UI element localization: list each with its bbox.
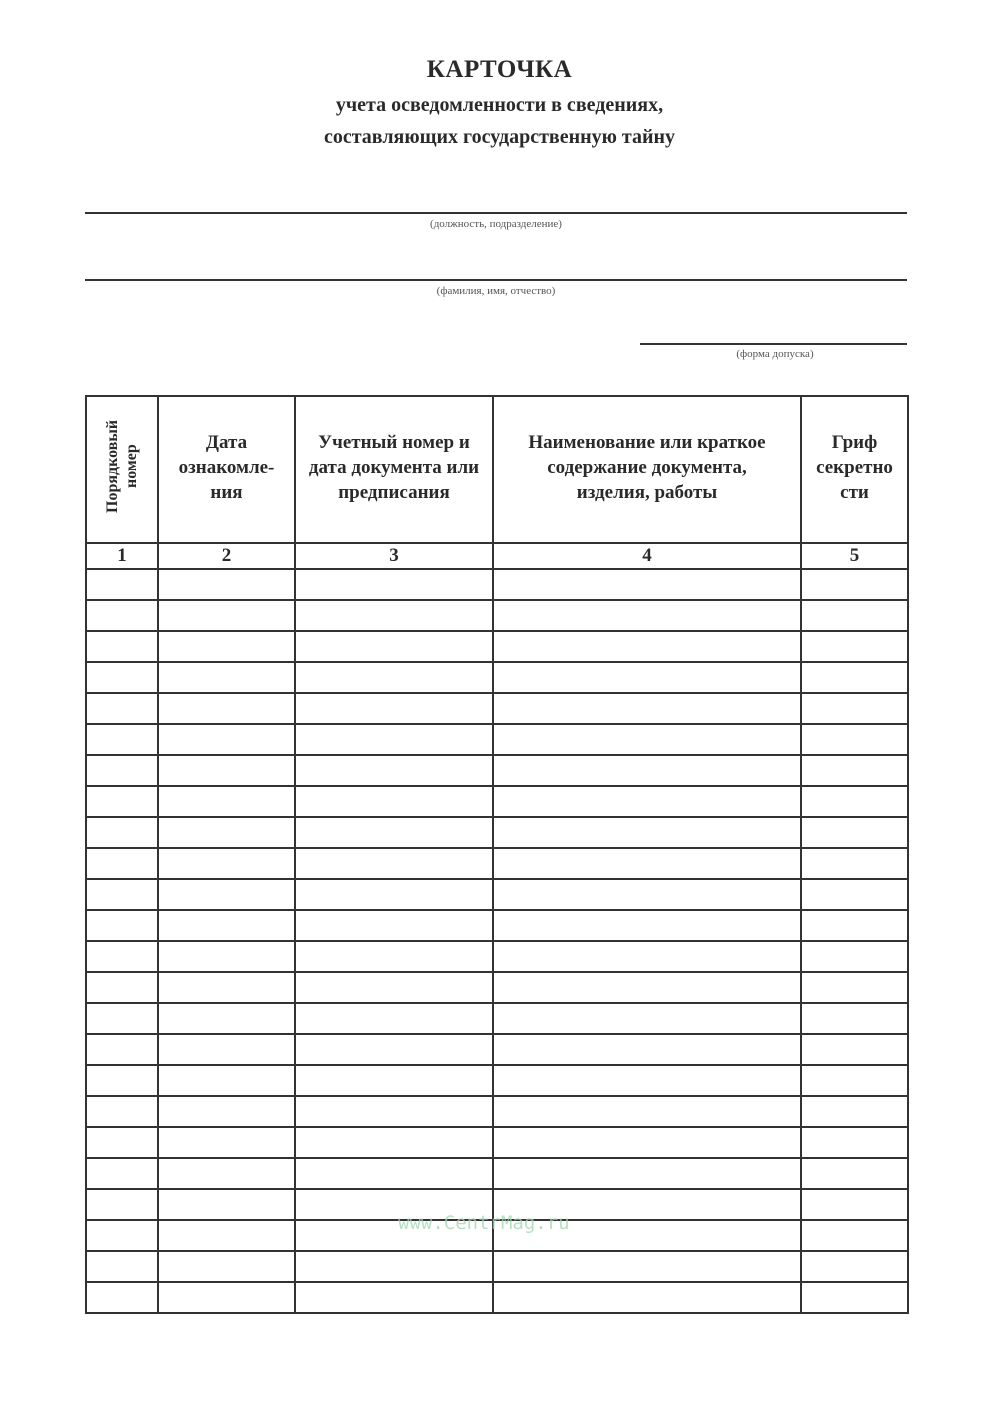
table-cell bbox=[801, 755, 908, 786]
table-cell bbox=[295, 1034, 493, 1065]
header-document-number: Учетный номер и дата документа или предписания bbox=[295, 396, 493, 543]
table-cell bbox=[86, 1096, 158, 1127]
table-cell bbox=[86, 631, 158, 662]
table-cell bbox=[493, 786, 801, 817]
document-subtitle-line-1: учета осведомленности в сведениях, bbox=[335, 94, 664, 116]
column-number-row bbox=[86, 543, 908, 569]
table-cell bbox=[801, 848, 908, 879]
table-cell bbox=[801, 1158, 908, 1189]
table-cell bbox=[801, 1189, 908, 1220]
table-cell bbox=[86, 817, 158, 848]
table-cell bbox=[86, 1251, 158, 1282]
column-number: 5 bbox=[801, 543, 908, 569]
table-cell bbox=[86, 724, 158, 755]
table-cell bbox=[295, 1251, 493, 1282]
table-row bbox=[86, 848, 908, 879]
table-cell bbox=[295, 941, 493, 972]
table-row bbox=[86, 1127, 908, 1158]
table-cell bbox=[86, 879, 158, 910]
table-cell bbox=[295, 848, 493, 879]
table-cell bbox=[801, 786, 908, 817]
table-cell bbox=[295, 1096, 493, 1127]
access-caption: (форма допуска) bbox=[736, 348, 814, 360]
table-cell bbox=[801, 600, 908, 631]
table-cell bbox=[493, 569, 801, 600]
table-cell bbox=[295, 910, 493, 941]
table-cell bbox=[295, 786, 493, 817]
table-row bbox=[86, 569, 908, 600]
table-cell bbox=[86, 786, 158, 817]
table-cell bbox=[86, 1220, 158, 1251]
table-cell bbox=[801, 1096, 908, 1127]
table-row bbox=[86, 755, 908, 786]
table-cell bbox=[295, 755, 493, 786]
table-cell bbox=[86, 1003, 158, 1034]
table-cell bbox=[86, 1065, 158, 1096]
table-cell bbox=[801, 1003, 908, 1034]
table-cell bbox=[158, 1189, 295, 1220]
table-cell bbox=[86, 941, 158, 972]
table-cell bbox=[801, 910, 908, 941]
table-cell bbox=[158, 569, 295, 600]
table-cell bbox=[801, 693, 908, 724]
column-number: 2 bbox=[158, 543, 295, 569]
watermark-text: www.CentrMag.ru bbox=[398, 1212, 570, 1234]
table-cell bbox=[158, 600, 295, 631]
table-cell bbox=[86, 569, 158, 600]
table-cell bbox=[86, 910, 158, 941]
table-cell bbox=[295, 662, 493, 693]
header-serial-number-label: Порядковый номер bbox=[104, 419, 140, 513]
table-cell bbox=[493, 1003, 801, 1034]
position-caption: (должность, подразделение) bbox=[430, 218, 562, 230]
table-cell bbox=[493, 1034, 801, 1065]
table-row bbox=[86, 817, 908, 848]
table-cell bbox=[801, 1065, 908, 1096]
table-cell bbox=[158, 1034, 295, 1065]
table-row bbox=[86, 1251, 908, 1282]
table-cell bbox=[801, 1282, 908, 1313]
table-cell bbox=[158, 1127, 295, 1158]
table-cell bbox=[493, 600, 801, 631]
table-cell bbox=[493, 972, 801, 1003]
table-cell bbox=[493, 1158, 801, 1189]
table-cell bbox=[801, 569, 908, 600]
table-cell bbox=[86, 600, 158, 631]
column-number: 1 bbox=[86, 543, 158, 569]
table-cell bbox=[493, 1096, 801, 1127]
table-cell bbox=[86, 693, 158, 724]
table-cell bbox=[86, 1034, 158, 1065]
table-cell bbox=[295, 1127, 493, 1158]
table-cell bbox=[158, 662, 295, 693]
table-cell bbox=[158, 910, 295, 941]
name-caption: (фамилия, имя, отчество) bbox=[436, 285, 556, 297]
table-cell bbox=[86, 848, 158, 879]
table-cell bbox=[295, 693, 493, 724]
table-cell bbox=[158, 1065, 295, 1096]
table-cell bbox=[801, 631, 908, 662]
table-cell bbox=[158, 1003, 295, 1034]
table-cell bbox=[158, 817, 295, 848]
table-cell bbox=[493, 724, 801, 755]
table-cell bbox=[158, 972, 295, 1003]
table-cell bbox=[295, 724, 493, 755]
table-cell bbox=[493, 1065, 801, 1096]
table-cell bbox=[86, 1282, 158, 1313]
table-header-row bbox=[86, 396, 908, 543]
table-cell bbox=[493, 755, 801, 786]
table-row bbox=[86, 631, 908, 662]
document-subtitle-line-2: составляющих государственную тайну bbox=[323, 126, 676, 148]
table-cell bbox=[295, 1003, 493, 1034]
table-cell bbox=[493, 631, 801, 662]
table-cell bbox=[295, 1065, 493, 1096]
table-row bbox=[86, 941, 908, 972]
table-row bbox=[86, 600, 908, 631]
table-cell bbox=[295, 879, 493, 910]
header-acquaintance-date: Дата ознакомле-ния bbox=[158, 396, 295, 543]
table-cell bbox=[158, 786, 295, 817]
table-cell bbox=[295, 600, 493, 631]
table-cell bbox=[801, 1127, 908, 1158]
table-cell bbox=[493, 693, 801, 724]
table-cell bbox=[493, 662, 801, 693]
access-fill-line bbox=[640, 343, 907, 345]
table-cell bbox=[801, 972, 908, 1003]
table-cell bbox=[86, 1158, 158, 1189]
table-cell bbox=[801, 662, 908, 693]
table-cell bbox=[158, 1096, 295, 1127]
table-cell bbox=[493, 1251, 801, 1282]
table-cell bbox=[158, 1251, 295, 1282]
table-row bbox=[86, 662, 908, 693]
header-secrecy-stamp: Гриф секретно сти bbox=[801, 396, 908, 543]
table-row bbox=[86, 879, 908, 910]
table-cell bbox=[801, 1034, 908, 1065]
header-serial-number bbox=[86, 396, 158, 543]
table-row bbox=[86, 693, 908, 724]
table-row bbox=[86, 1065, 908, 1096]
table-cell bbox=[158, 1282, 295, 1313]
table-cell bbox=[295, 631, 493, 662]
column-number: 4 bbox=[493, 543, 801, 569]
table-cell bbox=[86, 972, 158, 1003]
table-cell bbox=[158, 755, 295, 786]
table-cell bbox=[86, 755, 158, 786]
table-cell bbox=[493, 817, 801, 848]
awareness-table bbox=[85, 395, 909, 1314]
table-row bbox=[86, 910, 908, 941]
table-row bbox=[86, 786, 908, 817]
table-cell bbox=[86, 1189, 158, 1220]
table-cell bbox=[295, 1158, 493, 1189]
table-cell bbox=[295, 817, 493, 848]
header-document-name: Наименование или краткое содержание документа, изделия, работы bbox=[493, 396, 801, 543]
table-row bbox=[86, 1034, 908, 1065]
table-cell bbox=[493, 1127, 801, 1158]
table-cell bbox=[158, 1220, 295, 1251]
table-cell bbox=[801, 941, 908, 972]
table-cell bbox=[493, 1282, 801, 1313]
table-cell bbox=[86, 1127, 158, 1158]
table-cell bbox=[158, 693, 295, 724]
table-row bbox=[86, 1003, 908, 1034]
table-row bbox=[86, 972, 908, 1003]
name-fill-line bbox=[85, 279, 907, 281]
table-cell bbox=[86, 662, 158, 693]
table-row bbox=[86, 1158, 908, 1189]
table-cell bbox=[158, 631, 295, 662]
column-number: 3 bbox=[295, 543, 493, 569]
table-cell bbox=[801, 1251, 908, 1282]
table-row bbox=[86, 1282, 908, 1313]
document-title: КАРТОЧКА bbox=[426, 56, 573, 83]
table-cell bbox=[493, 941, 801, 972]
table-cell bbox=[493, 879, 801, 910]
table-cell bbox=[493, 910, 801, 941]
position-fill-line bbox=[85, 212, 907, 214]
table-cell bbox=[295, 569, 493, 600]
table-cell bbox=[801, 724, 908, 755]
table-cell bbox=[493, 848, 801, 879]
table-cell bbox=[158, 941, 295, 972]
table-cell bbox=[158, 848, 295, 879]
table-cell bbox=[801, 879, 908, 910]
table-cell bbox=[158, 879, 295, 910]
table-cell bbox=[158, 724, 295, 755]
table-row bbox=[86, 1096, 908, 1127]
table-cell bbox=[158, 1158, 295, 1189]
table-cell bbox=[295, 972, 493, 1003]
table-cell bbox=[295, 1282, 493, 1313]
table-row bbox=[86, 724, 908, 755]
table-cell bbox=[801, 817, 908, 848]
table-cell bbox=[801, 1220, 908, 1251]
